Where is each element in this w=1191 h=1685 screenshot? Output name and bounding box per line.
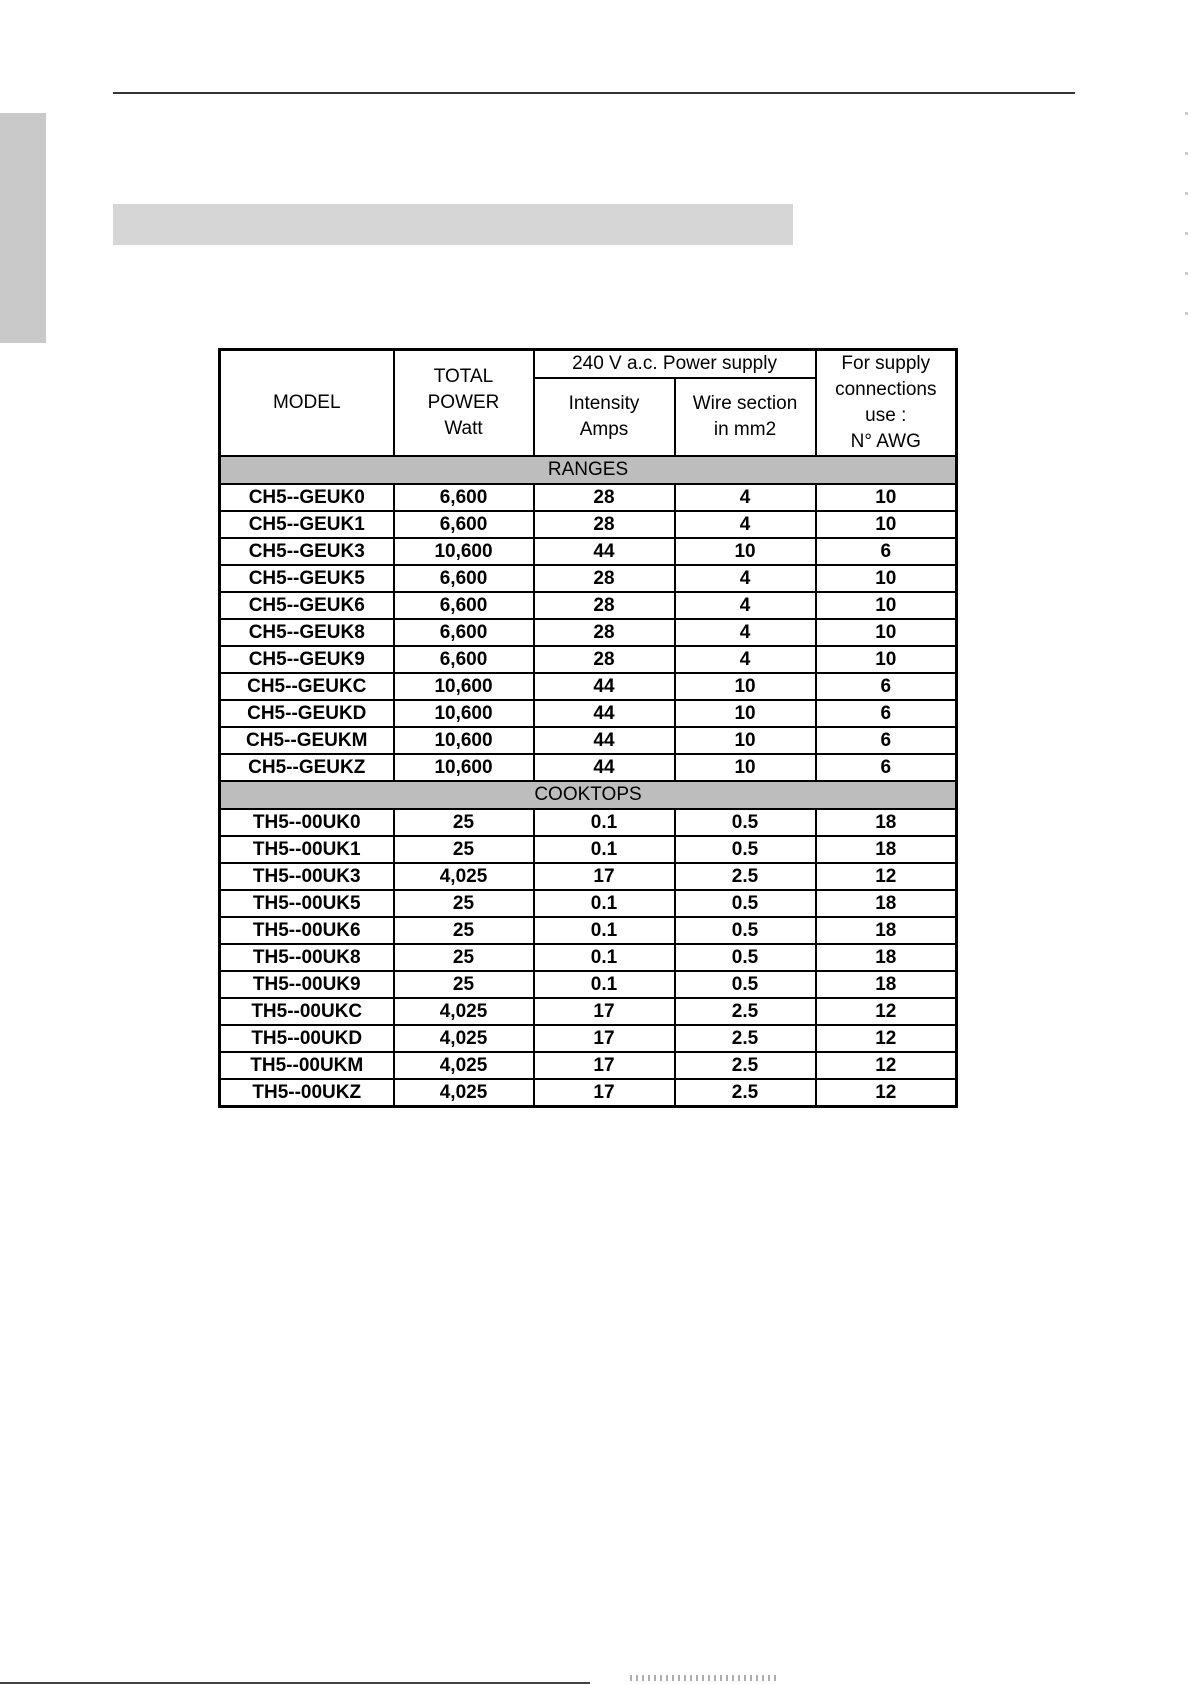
model-cell: TH5--00UK0 — [220, 809, 394, 836]
table-row — [220, 863, 957, 890]
total-power-cell: 6,600 — [394, 619, 534, 646]
header-intensity: Intensity Amps — [534, 378, 675, 456]
model-cell: TH5--00UK3 — [220, 863, 394, 890]
table-row — [220, 538, 957, 565]
wire-section-cell: 2.5 — [675, 1025, 816, 1052]
awg-cell: 18 — [816, 944, 957, 971]
model-cell: TH5--00UK5 — [220, 890, 394, 917]
model-cell: TH5--00UKM — [220, 1052, 394, 1079]
table-row — [220, 890, 957, 917]
wire-section-cell: 4 — [675, 511, 816, 538]
intensity-cell: 17 — [534, 1052, 675, 1079]
group-label: RANGES — [220, 456, 957, 484]
total-power-cell: 10,600 — [394, 538, 534, 565]
intensity-cell: 44 — [534, 538, 675, 565]
intensity-cell: 17 — [534, 1079, 675, 1107]
awg-cell: 12 — [816, 998, 957, 1025]
table-row — [220, 484, 957, 511]
total-power-cell: 4,025 — [394, 998, 534, 1025]
model-cell: CH5--GEUK5 — [220, 565, 394, 592]
wire-section-cell: 4 — [675, 592, 816, 619]
intensity-cell: 0.1 — [534, 890, 675, 917]
awg-cell: 10 — [816, 592, 957, 619]
table-row — [220, 1079, 957, 1107]
awg-cell: 18 — [816, 809, 957, 836]
awg-cell: 12 — [816, 1052, 957, 1079]
header-wire-section: Wire section in mm2 — [675, 378, 816, 456]
intensity-cell: 17 — [534, 998, 675, 1025]
model-cell: CH5--GEUK6 — [220, 592, 394, 619]
wire-section-cell: 2.5 — [675, 998, 816, 1025]
model-cell: CH5--GEUK9 — [220, 646, 394, 673]
model-cell: CH5--GEUKZ — [220, 754, 394, 781]
awg-cell: 12 — [816, 1079, 957, 1107]
total-power-cell: 10,600 — [394, 754, 534, 781]
intensity-cell: 28 — [534, 484, 675, 511]
intensity-cell: 0.1 — [534, 809, 675, 836]
total-power-cell: 6,600 — [394, 592, 534, 619]
model-cell: CH5--GEUK3 — [220, 538, 394, 565]
table-row — [220, 700, 957, 727]
total-power-cell: 6,600 — [394, 484, 534, 511]
awg-cell: 10 — [816, 511, 957, 538]
wire-section-cell: 0.5 — [675, 890, 816, 917]
model-cell: CH5--GEUK1 — [220, 511, 394, 538]
model-cell: CH5--GEUKM — [220, 727, 394, 754]
wire-section-cell: 0.5 — [675, 809, 816, 836]
table-row — [220, 1052, 957, 1079]
wire-section-cell: 10 — [675, 754, 816, 781]
model-cell: TH5--00UK1 — [220, 836, 394, 863]
model-cell: TH5--00UK6 — [220, 917, 394, 944]
header-total-power: TOTAL POWER Watt — [394, 350, 534, 457]
table-row — [220, 1025, 957, 1052]
awg-cell: 12 — [816, 1025, 957, 1052]
intensity-cell: 0.1 — [534, 944, 675, 971]
table-row — [220, 944, 957, 971]
wire-section-cell: 4 — [675, 619, 816, 646]
awg-cell: 6 — [816, 727, 957, 754]
edge-marks — [1185, 112, 1188, 342]
total-power-cell: 6,600 — [394, 646, 534, 673]
awg-cell: 10 — [816, 484, 957, 511]
table-row — [220, 565, 957, 592]
total-power-cell: 25 — [394, 890, 534, 917]
intensity-cell: 28 — [534, 619, 675, 646]
table-row — [220, 836, 957, 863]
awg-cell: 18 — [816, 836, 957, 863]
awg-cell: 10 — [816, 619, 957, 646]
table-row — [220, 917, 957, 944]
group-header-row — [220, 456, 957, 484]
model-cell: CH5--GEUK8 — [220, 619, 394, 646]
table-row — [220, 754, 957, 781]
awg-cell: 18 — [816, 890, 957, 917]
wire-section-cell: 10 — [675, 727, 816, 754]
table-row — [220, 646, 957, 673]
model-cell: CH5--GEUKD — [220, 700, 394, 727]
total-power-cell: 4,025 — [394, 863, 534, 890]
awg-cell: 18 — [816, 971, 957, 998]
wire-section-cell: 0.5 — [675, 944, 816, 971]
model-cell: TH5--00UKC — [220, 998, 394, 1025]
intensity-cell: 17 — [534, 863, 675, 890]
awg-cell: 6 — [816, 538, 957, 565]
intensity-cell: 0.1 — [534, 917, 675, 944]
table-row — [220, 619, 957, 646]
group-label: COOKTOPS — [220, 781, 957, 809]
wire-section-cell: 4 — [675, 565, 816, 592]
intensity-cell: 28 — [534, 592, 675, 619]
wire-section-cell: 2.5 — [675, 863, 816, 890]
wire-section-cell: 2.5 — [675, 1079, 816, 1107]
awg-cell: 10 — [816, 565, 957, 592]
awg-cell: 6 — [816, 754, 957, 781]
intensity-cell: 0.1 — [534, 971, 675, 998]
wire-section-cell: 0.5 — [675, 917, 816, 944]
intensity-cell: 44 — [534, 754, 675, 781]
group-header-row — [220, 781, 957, 809]
footer-rule — [0, 1682, 590, 1684]
wire-section-cell: 10 — [675, 673, 816, 700]
intensity-cell: 44 — [534, 700, 675, 727]
total-power-cell: 4,025 — [394, 1025, 534, 1052]
header-awg: For supply connections use : N° AWG — [816, 350, 957, 457]
model-cell: TH5--00UK8 — [220, 944, 394, 971]
header-rule — [113, 92, 1075, 94]
intensity-cell: 44 — [534, 673, 675, 700]
total-power-cell: 6,600 — [394, 565, 534, 592]
model-cell: CH5--GEUKC — [220, 673, 394, 700]
total-power-cell: 25 — [394, 917, 534, 944]
awg-cell: 6 — [816, 673, 957, 700]
section-heading-bar — [113, 204, 793, 245]
total-power-cell: 25 — [394, 944, 534, 971]
wire-section-cell: 2.5 — [675, 1052, 816, 1079]
total-power-cell: 25 — [394, 971, 534, 998]
total-power-cell: 6,600 — [394, 511, 534, 538]
model-cell: CH5--GEUK0 — [220, 484, 394, 511]
intensity-cell: 44 — [534, 727, 675, 754]
total-power-cell: 4,025 — [394, 1052, 534, 1079]
intensity-cell: 28 — [534, 565, 675, 592]
side-tab-marker — [0, 113, 46, 343]
wire-section-cell: 0.5 — [675, 836, 816, 863]
wire-section-cell: 4 — [675, 484, 816, 511]
table-row — [220, 673, 957, 700]
table-row — [220, 998, 957, 1025]
total-power-cell: 25 — [394, 836, 534, 863]
table-body — [220, 456, 957, 1107]
intensity-cell: 0.1 — [534, 836, 675, 863]
awg-cell: 18 — [816, 917, 957, 944]
model-cell: TH5--00UKZ — [220, 1079, 394, 1107]
table-row — [220, 971, 957, 998]
intensity-cell: 17 — [534, 1025, 675, 1052]
awg-cell: 10 — [816, 646, 957, 673]
wire-section-cell: 0.5 — [675, 971, 816, 998]
table-row — [220, 727, 957, 754]
model-cell: TH5--00UKD — [220, 1025, 394, 1052]
awg-cell: 12 — [816, 863, 957, 890]
header-model: MODEL — [220, 350, 394, 457]
intensity-cell: 28 — [534, 511, 675, 538]
total-power-cell: 4,025 — [394, 1079, 534, 1107]
wire-section-cell: 10 — [675, 538, 816, 565]
wire-section-cell: 10 — [675, 700, 816, 727]
table-row — [220, 511, 957, 538]
intensity-cell: 28 — [534, 646, 675, 673]
total-power-cell: 25 — [394, 809, 534, 836]
power-supply-table — [218, 348, 958, 1108]
wire-section-cell: 4 — [675, 646, 816, 673]
awg-cell: 6 — [816, 700, 957, 727]
total-power-cell: 10,600 — [394, 727, 534, 754]
table-row — [220, 809, 957, 836]
table-row — [220, 592, 957, 619]
footer-marks — [630, 1675, 780, 1681]
total-power-cell: 10,600 — [394, 700, 534, 727]
header-power-supply-group: 240 V a.c. Power supply — [534, 350, 816, 379]
total-power-cell: 10,600 — [394, 673, 534, 700]
model-cell: TH5--00UK9 — [220, 971, 394, 998]
